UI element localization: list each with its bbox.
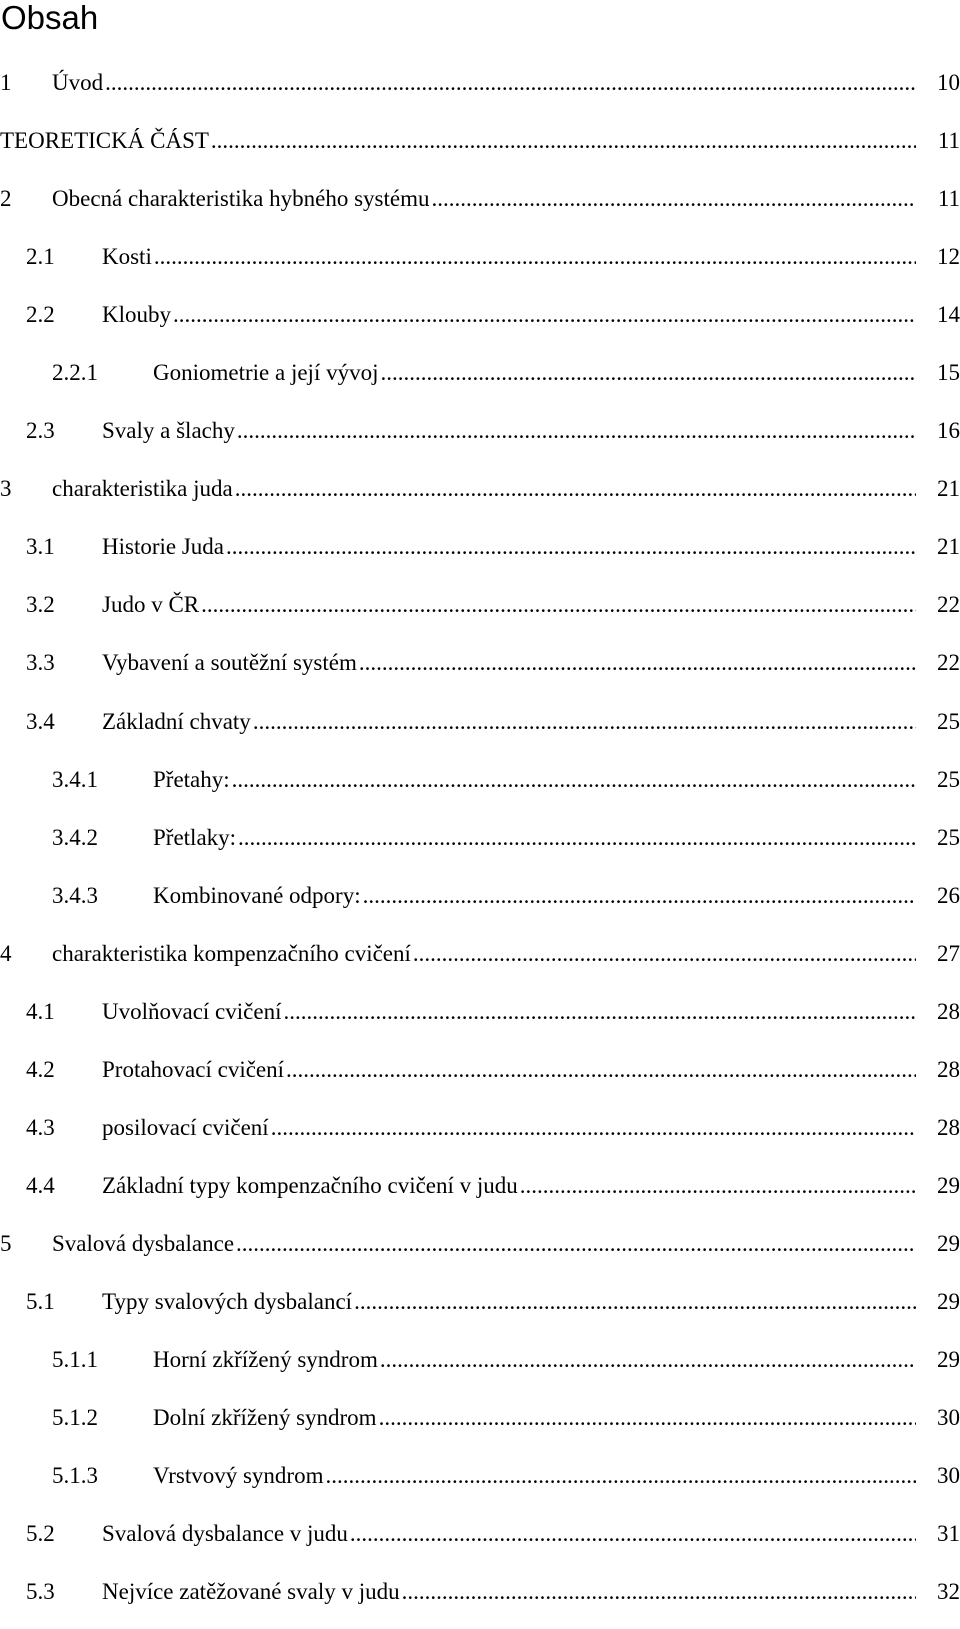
toc-entry-page: 29 [937,1230,960,1256]
toc-entry-label: Judo v ČR [102,592,200,618]
toc-entry-number: 5.1 [26,1288,55,1314]
toc-entry[interactable] [0,817,960,875]
toc-entry-label: charakteristika kompenzačního cvičení [52,940,411,966]
toc-entry[interactable] [0,759,960,817]
toc-entry-label: Horní zkřížený syndrom [153,1347,378,1373]
toc-entry-link[interactable] [102,1114,916,1142]
toc-entry-number: 5 [0,1230,12,1256]
toc-entry-link[interactable] [52,69,916,97]
toc-entry-link[interactable] [102,417,916,445]
toc-entry-number: 5.3 [26,1579,55,1605]
toc-entry[interactable] [0,1049,960,1107]
toc-entry[interactable] [0,178,960,236]
toc-entry-link[interactable] [102,591,916,619]
toc-entry-page: 11 [937,128,960,154]
toc-entry-label: Protahovací cvičení [102,1056,285,1082]
dot-leader [236,1230,916,1258]
toc-entry-link[interactable] [102,301,916,329]
toc-entry-label: Historie Juda [102,534,225,560]
toc-entry-label: Svalová dysbalance v judu [102,1521,348,1547]
dot-leader [237,417,916,445]
toc-entry-page: 28 [937,998,960,1024]
toc-entry-page: 14 [937,302,960,328]
dot-leader [105,69,916,97]
toc-entry[interactable] [0,1571,960,1629]
dot-leader [238,824,916,852]
toc-entry-label: TEORETICKÁ ČÁST [0,128,209,154]
toc-entry-number: 4 [0,940,12,966]
dot-leader [413,940,916,968]
toc-entry[interactable] [0,701,960,759]
dot-leader [520,1172,916,1200]
toc-entry[interactable] [0,875,960,933]
toc-entry-link[interactable] [52,475,916,503]
toc-entry-link[interactable] [153,1462,916,1490]
toc-entry-link[interactable] [102,998,916,1026]
toc-entry-page: 26 [937,882,960,908]
toc-entry-label: Nejvíce zatěžované svaly v judu [102,1579,400,1605]
dot-leader [173,301,916,329]
toc-entry[interactable] [0,410,960,468]
toc-entry-page: 21 [937,476,960,502]
dot-leader [232,766,916,794]
toc-entry-link[interactable] [102,1056,916,1084]
dot-leader [350,1520,916,1548]
toc-entry-label: Základní chvaty [102,708,251,734]
toc-entry-label: charakteristika juda [52,476,233,502]
page-title: Obsah [1,0,99,36]
dot-leader [201,591,916,619]
toc-entry[interactable] [0,1107,960,1165]
toc-entry-link[interactable] [102,649,916,677]
toc-entry-link[interactable] [153,1346,916,1374]
dot-leader [379,1404,916,1432]
toc-entry-page: 11 [937,186,960,212]
toc-entry-label: Obecná charakteristika hybného systému [52,186,430,212]
toc-entry[interactable] [0,1281,960,1339]
toc-entry-number: 4.1 [26,998,55,1024]
toc-entry[interactable] [0,584,960,642]
dot-leader [226,533,916,561]
toc-entry-link[interactable] [102,1288,916,1316]
toc-entry-link[interactable] [102,1172,916,1200]
toc-entry-number: 4.2 [26,1056,55,1082]
toc-entry-number: 2.2 [26,302,55,328]
toc-entry-page: 15 [937,360,960,386]
dot-leader [359,649,916,677]
toc-entry[interactable] [0,294,960,352]
toc-entry-link[interactable] [0,127,916,155]
toc-entry[interactable] [0,526,960,584]
toc-entry-link[interactable] [102,708,916,736]
toc-entry-label: Svalová dysbalance [52,1230,235,1256]
toc-entry-label: Vrstvový syndrom [153,1463,324,1489]
toc-entry-link[interactable] [102,533,916,561]
toc-entry[interactable] [0,991,960,1049]
toc-entry-link[interactable] [52,1230,916,1258]
toc-entry-label: Základní typy kompenzačního cvičení v judu [102,1172,518,1198]
toc-entry-page: 32 [937,1579,960,1605]
toc-entry-link[interactable] [102,1578,916,1606]
toc-entry-page: 29 [937,1347,960,1373]
toc-entry-page: 25 [937,708,960,734]
toc-entry-link[interactable] [52,185,916,213]
toc-entry-number: 2.1 [26,244,55,270]
toc-entry-number: 3 [0,476,12,502]
toc-entry-page: 29 [937,1288,960,1314]
toc-entry-label: Uvolňovací cvičení [102,998,282,1024]
toc-entry-page: 31 [937,1521,960,1547]
dot-leader [253,708,916,736]
toc-entry-number: 5.1.3 [52,1463,98,1489]
toc-entry[interactable] [0,120,960,178]
toc-entry-page: 25 [937,766,960,792]
toc-entry-label: Vybavení a soutěžní systém [102,650,357,676]
toc-entry-page: 25 [937,824,960,850]
dot-leader [211,127,916,155]
toc-entry-number: 3.4.2 [52,824,98,850]
toc-entry-link[interactable] [102,1520,916,1548]
toc-entry-number: 2.2.1 [52,360,98,386]
toc-entry-number: 3.3 [26,650,55,676]
toc-entry-page: 28 [937,1114,960,1140]
toc-entry[interactable] [0,1455,960,1513]
toc-list [0,62,960,1629]
toc-entry-page: 30 [937,1463,960,1489]
toc-entry-page: 22 [937,650,960,676]
toc-entry-number: 5.1.2 [52,1405,98,1431]
toc-entry-page: 30 [937,1405,960,1431]
toc-entry-link[interactable] [153,1404,916,1432]
toc-entry-number: 1 [0,70,12,95]
toc-entry-label: Úvod [52,70,104,95]
toc-entry-label: Typy svalových dysbalancí [102,1288,353,1314]
dot-leader [235,475,916,503]
toc-entry-number: 3.4.1 [52,766,98,792]
toc-entry-label: Dolní zkřížený syndrom [153,1405,377,1431]
toc-entry-label: posilovací cvičení [102,1114,269,1140]
toc-entry-number: 4.3 [26,1114,55,1140]
toc-entry[interactable] [0,62,960,120]
toc-entry[interactable] [0,352,960,410]
toc-entry-number: 5.1.1 [52,1347,98,1373]
toc-entry-label: Svaly a šlachy [102,418,235,444]
dot-leader [431,185,916,213]
toc-entry-link[interactable] [153,824,916,852]
dot-leader [380,359,916,387]
toc-entry-label: Kosti [102,244,152,270]
toc-entry-number: 2.3 [26,418,55,444]
dot-leader [325,1462,916,1490]
toc-entry-page: 12 [937,244,960,270]
toc-entry-label: Kombinované odpory: [153,882,361,908]
toc-entry[interactable] [0,1397,960,1455]
toc-entry[interactable] [0,468,960,526]
toc-entry[interactable] [0,642,960,700]
toc-entry[interactable] [0,1513,960,1571]
dot-leader [380,1346,916,1374]
toc-entry-page: 21 [937,534,960,560]
toc-entry-link[interactable] [153,359,916,387]
toc-entry-label: Přetahy: [153,766,230,792]
dot-leader [363,882,916,910]
toc-entry-label: Klouby [102,302,171,328]
dot-leader [286,1056,916,1084]
toc-entry-page: 22 [937,592,960,618]
toc-entry-link[interactable] [52,940,916,968]
dot-leader [271,1114,916,1142]
toc-entry[interactable] [0,1223,960,1281]
toc-entry-page: 28 [937,1056,960,1082]
dot-leader [283,998,916,1026]
dot-leader [354,1288,916,1316]
toc-entry-label: Přetlaky: [153,824,237,850]
toc-entry-link[interactable] [153,882,916,910]
toc-entry-number: 2 [0,186,12,212]
toc-entry-number: 3.4 [26,708,55,734]
toc-entry-number: 5.2 [26,1521,55,1547]
toc-entry[interactable] [0,1339,960,1397]
dot-leader [402,1578,916,1606]
toc-entry[interactable] [0,236,960,294]
toc-entry-link[interactable] [102,243,916,271]
toc-entry-number: 3.1 [26,534,55,560]
toc-entry-link[interactable] [153,766,916,794]
toc-entry-label: Goniometrie a její vývoj [153,360,379,386]
toc-entry-number: 4.4 [26,1172,55,1198]
toc-entry-page: 29 [937,1172,960,1198]
toc-entry-page: 10 [937,70,960,95]
toc-entry-page: 16 [937,418,960,444]
toc-entry-page: 27 [937,940,960,966]
toc-entry[interactable] [0,933,960,991]
toc-entry-number: 3.4.3 [52,882,98,908]
toc-entry-number: 3.2 [26,592,55,618]
toc-entry[interactable] [0,1165,960,1223]
dot-leader [154,243,916,271]
